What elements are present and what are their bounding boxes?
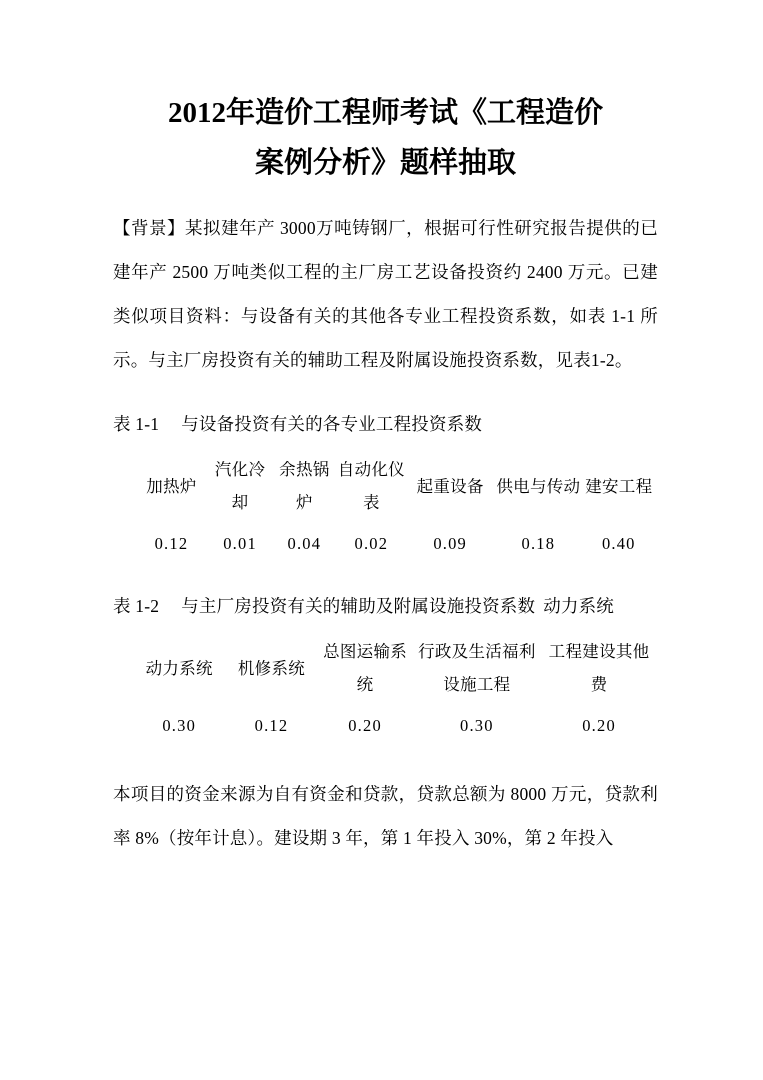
table-1-2-header-cell: 总图运输系统 (323, 642, 408, 694)
table-1-2-caption-text: 与主厂房投资有关的辅助及附属设施投资系数 (181, 596, 536, 616)
table-1-1-header-cell: 汽化冷却 (214, 460, 266, 512)
table-1-2-value-cell: 0.30 (162, 715, 197, 735)
table-1-2-header-row (135, 632, 655, 704)
table-1-1-header-cell: 自动化仪表 (337, 460, 405, 512)
table-1-1-caption (113, 404, 658, 444)
table-1-1-value-cell: 0.09 (433, 533, 468, 553)
paragraph-funding: 本项目的资金来源为自有资金和贷款，贷款总额为 8000 万元，贷款利率 8%（按年计息）。建设期 3 年，第 1 年投入 30%，第 2 年投入 (113, 784, 658, 848)
table-1-2-header-cell: 机修系统 (237, 658, 306, 678)
table-1-1-value-cell: 0.18 (521, 533, 556, 553)
page-title-line-2: 案例分析》题样抽取 (254, 147, 516, 179)
table-1-1-header-cell: 起重设备 (416, 476, 484, 496)
table-1-1-caption-label: 表 1-1 (113, 414, 160, 434)
table-1-2-value-cell: 0.30 (460, 715, 494, 735)
table-1-1-header-cell: 供电与传动 (496, 476, 581, 496)
table-1-1-value-cell: 0.02 (354, 533, 389, 553)
table-1-2-value-cell: 0.20 (348, 715, 382, 735)
table-1-2-value-cell: 0.20 (582, 715, 616, 735)
table-1-2-caption-suffix: 动力系统 (543, 596, 615, 616)
table-1-1-value-cell: 0.04 (287, 533, 322, 553)
table-1-1-wrapper (135, 450, 655, 564)
table-1-2-wrapper (135, 632, 655, 746)
table-1-2 (135, 632, 655, 746)
table-1-1-caption-text: 与设备投资有关的各专业工程投资系数 (181, 414, 483, 434)
page-title (113, 88, 658, 188)
table-1-1-header-row (135, 450, 655, 522)
table-1-1 (135, 450, 655, 564)
table-1-1-header-cell: 加热炉 (146, 476, 197, 496)
table-1-2-caption-label: 表 1-2 (113, 596, 160, 616)
table-1-2-header-cell: 工程建设其他费 (548, 642, 650, 694)
table-1-1-value-cell: 0.01 (223, 533, 257, 553)
table-1-2-header-cell: 行政及生活福利设施工程 (418, 642, 536, 694)
table-1-2-value-row (135, 704, 655, 746)
table-1-1-header-cell: 建安工程 (585, 476, 653, 496)
table-1-2-caption (113, 586, 658, 626)
table-1-1-value-cell: 0.40 (601, 533, 636, 553)
table-1-1-header-cell: 余热锅炉 (279, 460, 330, 512)
table-1-1-value-row (135, 522, 655, 564)
page-title-line-1: 2012年造价工程师考试《工程造价 (167, 97, 603, 129)
table-1-1-value-cell: 0.12 (154, 533, 189, 553)
document-content (113, 88, 658, 860)
paragraph-background: 【背景】某拟建年产 3000万吨铸钢厂，根据可行性研究报告提供的已建年产 2500 万吨类似工程的主厂房工艺设备投资约 2400 万元。已建类似项目资料：与设备有关的其他各专业工程投资系数，如表 1-1 所示。与主厂房投资有关的辅助工程及附属设施投资系数，见表1-2。 (113, 218, 658, 370)
table-1-2-value-cell: 0.12 (254, 715, 289, 735)
table-1-2-header-cell: 动力系统 (145, 658, 213, 678)
